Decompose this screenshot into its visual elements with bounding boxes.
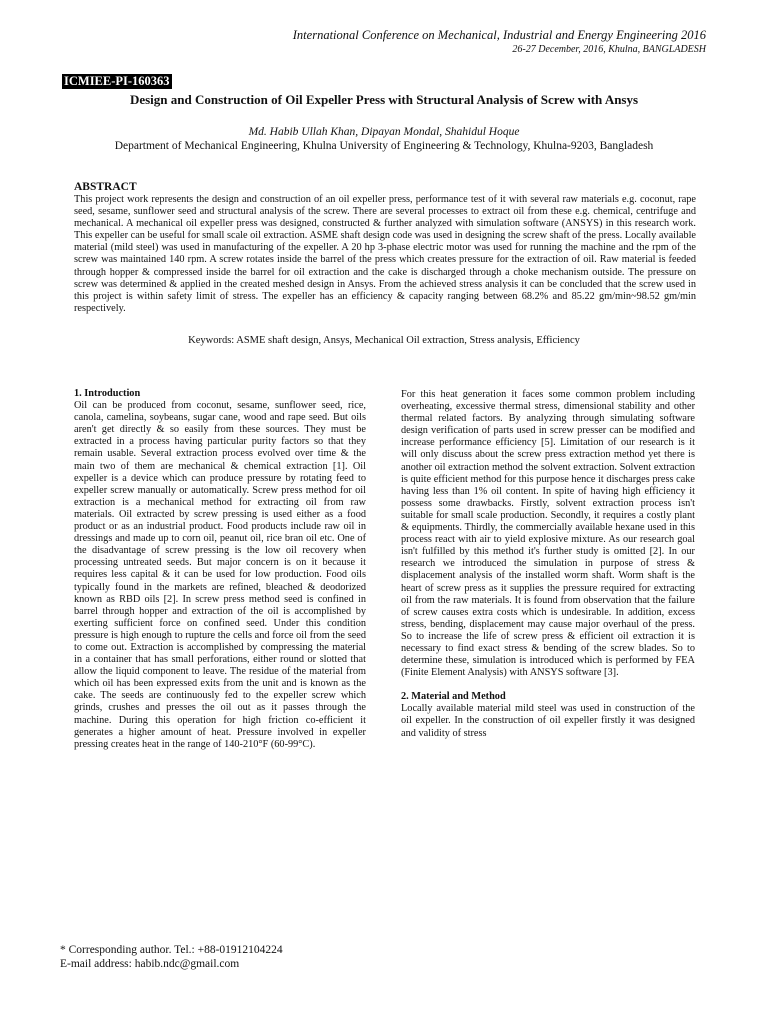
affiliation: Department of Mechanical Engineering, Khulna University of Engineering & Technology, Khulna-9203, Bangladesh: [114, 140, 654, 152]
right-column: [401, 389, 695, 740]
method-heading: 2. Material and Method: [401, 691, 506, 703]
conference-dates: 26-27 December, 2016, Khulna, BANGLADESH: [512, 44, 706, 55]
left-column: [74, 388, 366, 751]
abstract-text: This project work represents the design and construction of an oil expeller press, performance test of it with several raw materials e.g. coconut, rape seed, sesame, sunflower seed and structural analysis of the screw. There are several processes to extract oil from these e.g. chemical, centrifuge and mechanical. A mechanical oil expeller press was designed, constructed & further analyzed with simulation software (ANSYS) in this research work. This expeller can be useful for small scale oil extraction. ASME shaft design code was used in designing the screw shaft of the press. Locally available material (mild steel) was used in manufacturing of the expeller. A 20 hp 3-phase electric motor was used for running the machine and the rpm of the screw was maintained 140 rpm. A screw rotates inside the barrel of the press which creates pressure for the extraction of oil. Raw material is feeded through hopper & compressed inside the barrel for oil extraction and the cake is discharged through a choke mechanism outside. The pressure on screw was determined & applied in the created meshed design in Ansys. From the achieved stress analysis it can be concluded that the screw used in this project is within safety limit of stress. The expeller has an efficiency & capacity ranging between 68.2% and 85.22 gm/min~98.52 gm/min respectively.: [74, 194, 696, 314]
authors: Md. Habib Ullah Khan, Dipayan Mondal, Shahidul Hoque: [248, 126, 520, 138]
conference-name: International Conference on Mechanical, Industrial and Energy Engineering 2016: [292, 28, 706, 42]
keywords: Keywords: ASME shaft design, Ansys, Mechanical Oil extraction, Stress analysis, Efficiency: [188, 335, 580, 346]
corresponding-author: * Corresponding author. Tel.: +88-01912104224: [60, 944, 283, 956]
introduction-heading: 1. Introduction: [74, 388, 141, 399]
method-text: Locally available material mild steel was used in construction of the oil expeller. In the construction of oil expeller firstly it was designed and validity of stress: [401, 703, 695, 739]
footnote: [60, 943, 283, 971]
introduction-text: Oil can be produced from coconut, sesame, sunflower seed, rice, canola, camelina, soybeans, sugar cane, wood and rape seed. But oils aren't get directly & so easily from these sources. They must be extracted in a process having particular purity factors so that they remain usable. Several extraction process evolved over time & the main two of them are mechanical & chemical extraction [1]. Oil expeller is a device which can produce pressure by rotating feed to expeller screw manually or automatically. Screw press method for oil extraction is a mechanical method for extracting oil from raw materials. Oil extracted by screw pressing is used either as a food product or as an industrial product. Food products include raw oil in dressings and made up to corn oil, peanut oil, rice bran oil etc. One of the disadvantage of screw pressing is the low oil recovery when processing untreated seeds. But major concern is on it because it requires less capital & it can be used for low production. Food oils typically found in the markets are refined, bleached & deodorized known as RBD oils [2]. In screw press method seed is confined in barrel through hopper and extraction of the oil is accomplished by exerting sufficient force on confined seed. Under this condition pressure is high enough to rupture the cells and force oil from the seed to come out. Extraction is accomplished by compressing the material in a container that has small perforations, either round or slotted that allow the liquid component to leave. The residue of the material from which oil has been expressed exits from the unit and is known as the cake. The seeds are continuously fed to the expeller screw which grinds, crushes and presses the oil out as it passes through the machine. During this operation for high friction co-efficient it generates a higher amount of heat. Pressure involved in expeller pressing creates heat in the range of 140-210°F (60-99°C).: [74, 400, 366, 750]
paper-id: ICMIEE-PI-160363: [64, 74, 170, 88]
right-column-text: For this heat generation it faces some common problem including overheating, excessive thermal stress, dimensional stability and other thermal related factors. By analyzing through simulating software design verification of parts used in screw presser can be modified and increase performance efficiency [5]. Limitation of our research is it will only discuss about the screw press extraction method yet there is another oil extraction method the solvent extraction. Solvent extraction is quite efficient method for this purpose hence it discharges press cake having less than 1% oil content. In spite of having high efficiency it possess some drawbacks. Firstly, solvent extraction process isn't suitable for small scale production. Secondly, it requires a costly plant & equipments. Thirdly, the commercially available hexane used in this process react with air to yield explosive mixture. As our research goal isn't fulfilled by this method it's further study is omitted [2]. In our research we introduced the simulation in purpose of stress & displacement analysis of the installed worm shaft. Worm shaft is the heart of screw press as it supplies the pressure required for extracting oil from the raw materials. It is found from observation that the failure of screw causes extra costs which is undesirable. In addition, excess stress, bending, displacement may cause major overhaul of the press. So to increase the life of screw press & efficient oil extraction it is necessary to find exact stress & bending of the screw blades. So to determine these, simulation is introduced which is performed by FEA (Finite Element Analysis) with ANSYS software [3].: [401, 389, 695, 679]
paper-title: Design and Construction of Oil Expeller Press with Structural Analysis of Screw with Ansys: [129, 92, 639, 107]
abstract-heading: ABSTRACT: [74, 181, 137, 193]
email-address: E-mail address: habib.ndc@gmail.com: [60, 958, 240, 970]
conference-header: [293, 28, 706, 56]
